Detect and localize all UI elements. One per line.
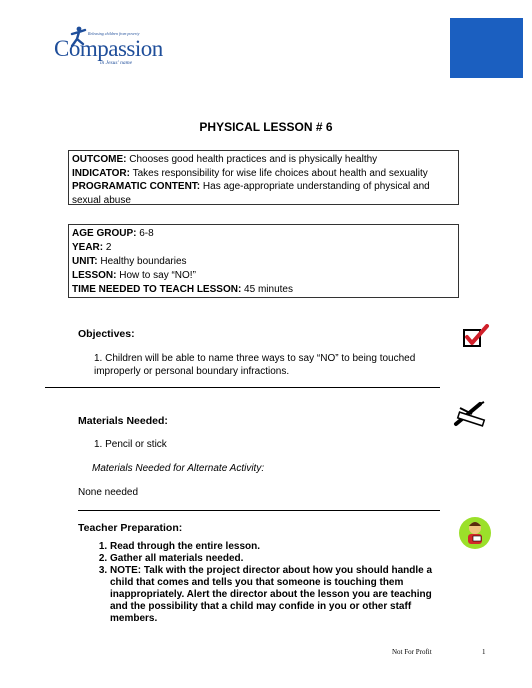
unit-line <box>72 255 455 269</box>
divider-2 <box>78 510 440 511</box>
blue-block <box>450 18 523 78</box>
alt-materials-heading: Materials Needed for Alternate Activity: <box>92 463 265 474</box>
materials-item-1: 1. Pencil or stick <box>94 439 167 450</box>
compassion-logo <box>54 26 164 70</box>
content-label: PROGRAMATIC CONTENT: <box>72 181 201 192</box>
lesson-info-box <box>68 224 459 298</box>
logo-wordmark: Compassion <box>54 36 163 61</box>
age-label: AGE GROUP: <box>72 228 137 239</box>
outcome-value: Chooses good health practices and is physically healthy <box>126 154 378 165</box>
outcome-line <box>72 153 455 167</box>
age-value: 6-8 <box>136 228 154 239</box>
divider-1 <box>45 387 440 388</box>
logo-subtitle: in Jesus' name <box>100 60 133 66</box>
year-line <box>72 241 455 255</box>
checkbox-check-icon <box>462 324 490 350</box>
preparation-item: 1. Read through the entire lesson. <box>110 541 450 553</box>
materials-heading: Materials Needed: <box>78 415 168 427</box>
indicator-label: INDICATOR: <box>72 167 130 179</box>
indicator-line <box>72 167 455 181</box>
content-line <box>72 180 455 207</box>
year-label: YEAR: <box>72 242 104 253</box>
indicator-value: Takes responsibility for wise life choices about health and sexuality <box>129 167 428 179</box>
content-value: Has age-appropriate understanding of physical and sexual abuse <box>72 181 430 206</box>
unit-value: Healthy boundaries <box>97 256 187 267</box>
preparation-item: 3. NOTE: Talk with the project director about how you should handle a child that comes and tells you that someone is touching them inappropriately. Alert the director about the lesson you are teaching and the possibility that a child may confide in you or other staff members. <box>110 565 450 625</box>
teacher-icon <box>458 516 492 550</box>
preparation-list <box>92 541 450 625</box>
objectives-heading: Objectives: <box>78 328 135 340</box>
outcome-label: OUTCOME: <box>72 154 127 165</box>
time-value: 45 minutes <box>241 284 293 295</box>
year-value: 2 <box>103 242 112 253</box>
lesson-value: How to say “NO!” <box>116 270 196 281</box>
time-label: TIME NEEDED TO TEACH LESSON: <box>72 284 242 295</box>
alt-materials-value: None needed <box>78 487 139 498</box>
logo-tagline: Releasing children from poverty <box>88 31 140 36</box>
page-title: PHYSICAL LESSON # 6 <box>199 120 333 134</box>
unit-label: UNIT: <box>72 256 98 267</box>
time-line <box>72 283 455 297</box>
objectives-item-1: 1. Children will be able to name three ways to say “NO” to being touched improperly or personal boundary infractions. <box>94 353 416 377</box>
preparation-item: 2. Gather all materials needed. <box>110 553 450 565</box>
lesson-line <box>72 269 455 283</box>
page-number: 1 <box>482 648 486 656</box>
footer-note: Not For Profit <box>392 648 432 656</box>
pencil-ruler-icon <box>452 400 488 428</box>
preparation-heading: Teacher Preparation: <box>78 522 183 534</box>
outcome-box <box>68 150 459 205</box>
age-line <box>72 227 455 241</box>
lesson-label: LESSON: <box>72 270 117 281</box>
